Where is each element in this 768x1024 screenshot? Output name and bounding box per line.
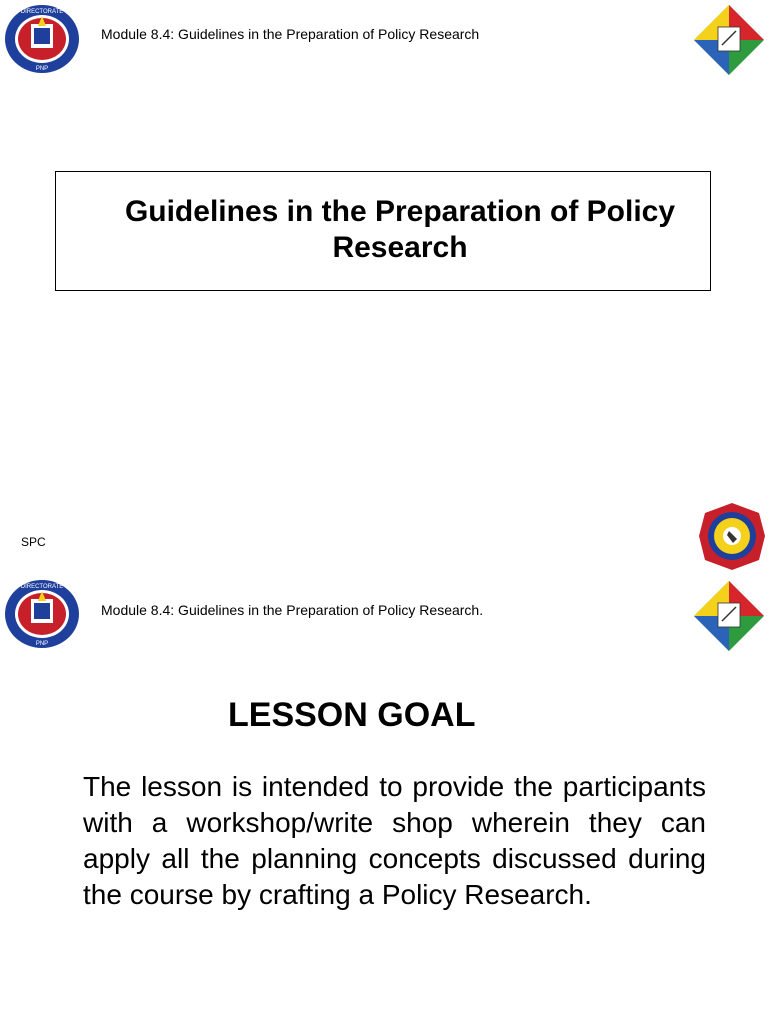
svg-text:DIRECTORATE: DIRECTORATE xyxy=(20,584,64,590)
svg-text:PNP: PNP xyxy=(35,66,49,72)
svg-text:PNP: PNP xyxy=(35,641,49,647)
title-box xyxy=(55,171,711,291)
lesson-goal-body: The lesson is intended to provide the participants with a workshop/write shop wherein they can apply all the planning concepts discussed during the course by crafting a Policy Research. xyxy=(83,771,706,910)
diamond-emblem-icon xyxy=(694,5,764,75)
footer-label: SPC xyxy=(21,535,46,549)
service-emblem-icon xyxy=(699,503,765,570)
lesson-goal-heading: LESSON GOAL xyxy=(228,696,476,734)
diamond-emblem-icon-2 xyxy=(694,581,764,651)
svg-text:DIRECTORATE: DIRECTORATE xyxy=(20,9,64,15)
slide-title: Guidelines in the Preparation of Policy Research xyxy=(124,195,676,264)
slide2-header-text: Module 8.4: Guidelines in the Preparation of Policy Research. xyxy=(101,602,484,618)
directorate-for-plans-seal-icon-2 xyxy=(4,579,80,649)
slide1-header-text: Module 8.4: Guidelines in the Preparation of Policy Research xyxy=(101,26,480,42)
directorate-for-plans-seal-icon xyxy=(4,4,80,74)
